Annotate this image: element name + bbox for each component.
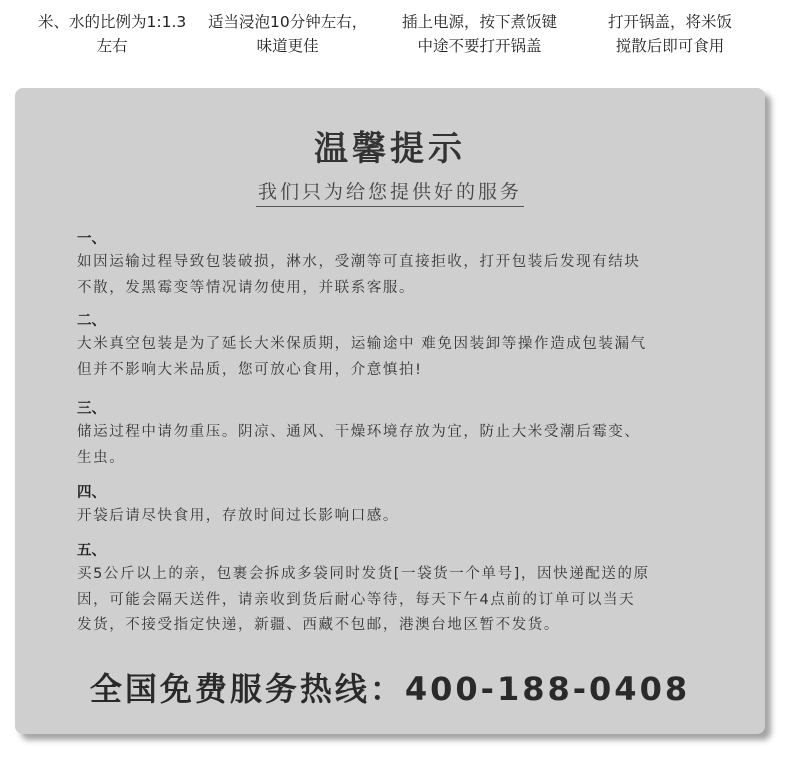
step-1-line1: 米、水的比例为1:1.3	[38, 13, 187, 31]
section-4-line1: 开袋后请尽快食用，存放时间过长影响口感。	[77, 508, 399, 524]
step-3	[402, 10, 557, 58]
section-4-heading: 四、	[77, 485, 106, 501]
section-2-heading: 二、	[77, 313, 106, 329]
step-1-line2: 左右	[96, 37, 128, 55]
section-3-heading: 三、	[77, 401, 106, 417]
notice-section-5	[77, 540, 737, 639]
step-3-line1: 插上电源，按下煮饭键	[402, 13, 558, 31]
step-1	[38, 10, 186, 58]
cooking-steps	[0, 0, 790, 80]
section-5-line1: 买5公斤以上的亲，包裹会拆成多袋同时发货[一袋货一个单号]，因快递配送的原	[77, 566, 650, 582]
notice-section-1	[77, 228, 737, 301]
section-2-line2: 但并不影响大米品质，您可放心食用，介意慎拍!	[77, 361, 423, 378]
step-2-line2: 味道更佳	[256, 37, 319, 55]
step-4	[608, 10, 732, 58]
section-1-line1: 如因运输过程导致包装破损，淋水，受潮等可直接拒收，打开包装后发现有结块	[77, 254, 641, 270]
section-5-line2: 因，可能会隔天送件，请亲收到货后耐心等待，每天下午4点前的订单可以当天	[77, 591, 636, 608]
notice-title: 温馨提示	[314, 129, 466, 169]
step-4-line2: 搅散后即可食用	[615, 37, 725, 55]
section-5-heading: 五、	[77, 543, 106, 559]
section-2-line1: 大米真空包装是为了延长大米保质期，运输途中 难免因装卸等操作造成包装漏气	[77, 336, 647, 352]
notice-section-2	[77, 310, 737, 383]
notice-subtitle-wrap	[15, 177, 765, 207]
section-5-line3: 发货，不接受指定快递，新疆、西藏不包邮，港澳台地区暂不发货。	[77, 617, 560, 633]
notice-section-4	[77, 482, 737, 530]
notice-card	[15, 88, 765, 734]
step-4-line1: 打开锅盖，将米饭	[608, 13, 733, 31]
section-3-line2: 生虫。	[77, 449, 126, 466]
free-service-hotline: 全国免费服务热线：400-188-0408	[89, 670, 691, 708]
section-1-heading: 一、	[77, 231, 106, 247]
step-2	[208, 10, 367, 58]
notice-section-3	[77, 398, 737, 471]
notice-subtitle: 我们只为给您提供好的服务	[256, 177, 524, 207]
section-3-line1: 储运过程中请勿重压。阴凉、通风、干燥环境存放为宜，防止大米受潮后霉变、	[77, 424, 641, 440]
section-1-line2: 不散，发黑霉变等情况请勿使用，并联系客服。	[77, 279, 416, 296]
step-2-line1: 适当浸泡10分钟左右，	[208, 13, 368, 31]
step-3-line2: 中途不要打开锅盖	[417, 37, 542, 55]
